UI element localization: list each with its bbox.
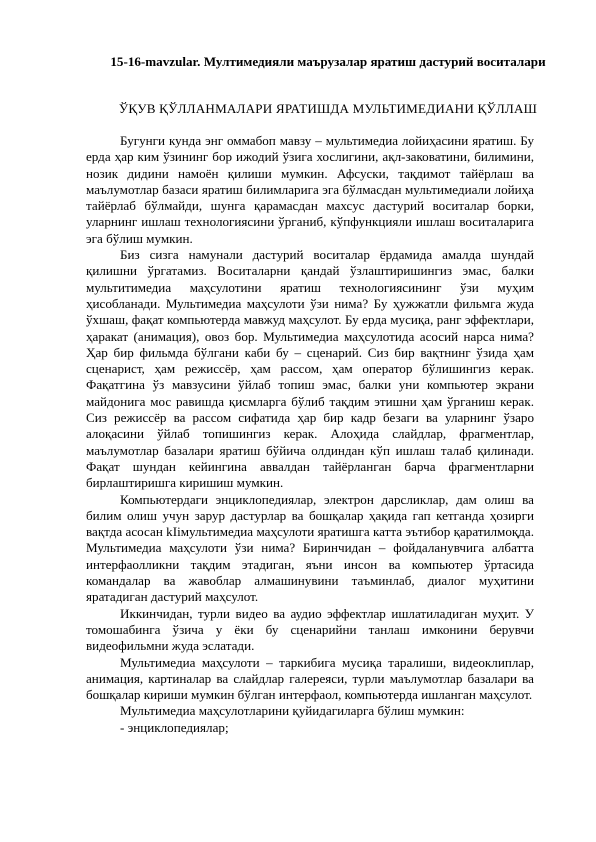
document-title: 15-16-mavzular. Мултимедияли маърузалар яратиш дастурий воситалари bbox=[110, 54, 546, 69]
section-heading: ЎҚУВ ҚЎЛЛАНМАЛАРИ ЯРАТИШДА МУЛЬТИМЕДИАНИ ҚЎЛЛАШ bbox=[118, 101, 538, 116]
paragraph: Мультимедиа маҳсулоти – таркибига мусиқа таралиши, видеоклиплар, анимация, картиналар ва слайдлар галереяси, турли маълумотлар базалари ва бошқалар кириши мумкин бўлган интерфаол, компьютерда ишланган маҳсулот. bbox=[86, 654, 534, 703]
paragraph: Мультимедиа маҳсулотларини қуйидагиларга бўлиш мумкин: bbox=[120, 703, 465, 719]
paragraph: Компьютердаги энциклопедиялар, электрон дарсликлар, дам олиш ва билим олиш учун зарур дастурлар ва бошқалар ҳақида гап кетганда ҳозирги вақтда асосан kIiмультимедиа маҳсулоти яратишга катта эътибор қаратилмоқда. Мультимедиа маҳсулоти ўзи нима? Биринчидан – фойдаланувчига албатта интерфаолликни тақдим этадиган, яъни инсон ва компьютер ўртасида командалар ва жавоблар алмашинувини таъминлаб, диалог муҳитини яратадиган дастурий маҳсулот. bbox=[86, 491, 534, 605]
paragraph: Биз сизга намунали дастурий воситалар ёрдамида амалда шундай қилишни ўргатамиз. Воситаларни қандай ўзлаштиришингиз эмас, балки мультитимедиа маҳсулотини яратиш технологиясининг ўзи муҳим ҳисобланади. Мультимедиа маҳсулоти ўзи нима? Бу ҳужжатли фильмга жуда ўхшаш, фақат компьютерда мавжуд маҳсулот. Бу ерда мусиқа, ранг эффектлари, ҳаракат (анимация), овоз бор. Мультимедиа маҳсулотида асосий нарса нима? Ҳар бир фильмда бўлгани каби бу – сценарий. Сиз бир вақтнинг ўзида ҳам сценарист, ҳам режиссёр, ҳам рассом, ҳам оператор бўлишингиз керак. Фақатгина ўз мавзусини ўйлаб топиш эмас, балки уни компьютер экрани майдонига мос равишда қисмларга бўлиб тақдим этишни ҳам ўрганиш керак. Сиз режиссёр ва рассом сифатида ҳар бир кадр безаги ва уларнинг ўзаро алоқасини ўйлаб топишингиз керак. Алоҳида слайдлар, фрагментлар, маълумотлар базалари яратиш бўйича олдиндан кўп ишлаш талаб қилинади. Фақат шундан кейингина аввалдан тайёрланган барча фрагментларни бирлаштиришга киришиш мумкин. bbox=[86, 247, 534, 491]
list-item: - энциклопедиялар; bbox=[120, 719, 229, 735]
paragraph: Иккинчидан, турли видео ва аудио эффектлар ишлатиладиган муҳит. У томошабинга ўзича у ёки бу сценарийни танлаш имконини берувчи видеофильмни жуда эслатади. bbox=[86, 605, 534, 654]
document-body bbox=[86, 133, 534, 736]
paragraph: Бугунги кунда энг оммабоп мавзу – мультимедиа лойиҳасини яратиш. Бу ерда ҳар ким ўзининг бор ижодий ўзига хослигини, ақл-заковатини, билимини, нозик дидини намоён қилиши мумкин. Афсуски, тақдимот тайёрлаш ва маълумотлар базаси яратиш билимларига эга бўлмасдан мультимедиали лойиҳа тайёрлаб бўлмайди, шунга қарамасдан махсус дастурий воситалар борки, уларнинг ишлаш технологиясини ўрганиб, кўпфункцияли ишлаш воситаларига эга бўлиш мумкин. bbox=[86, 133, 534, 246]
